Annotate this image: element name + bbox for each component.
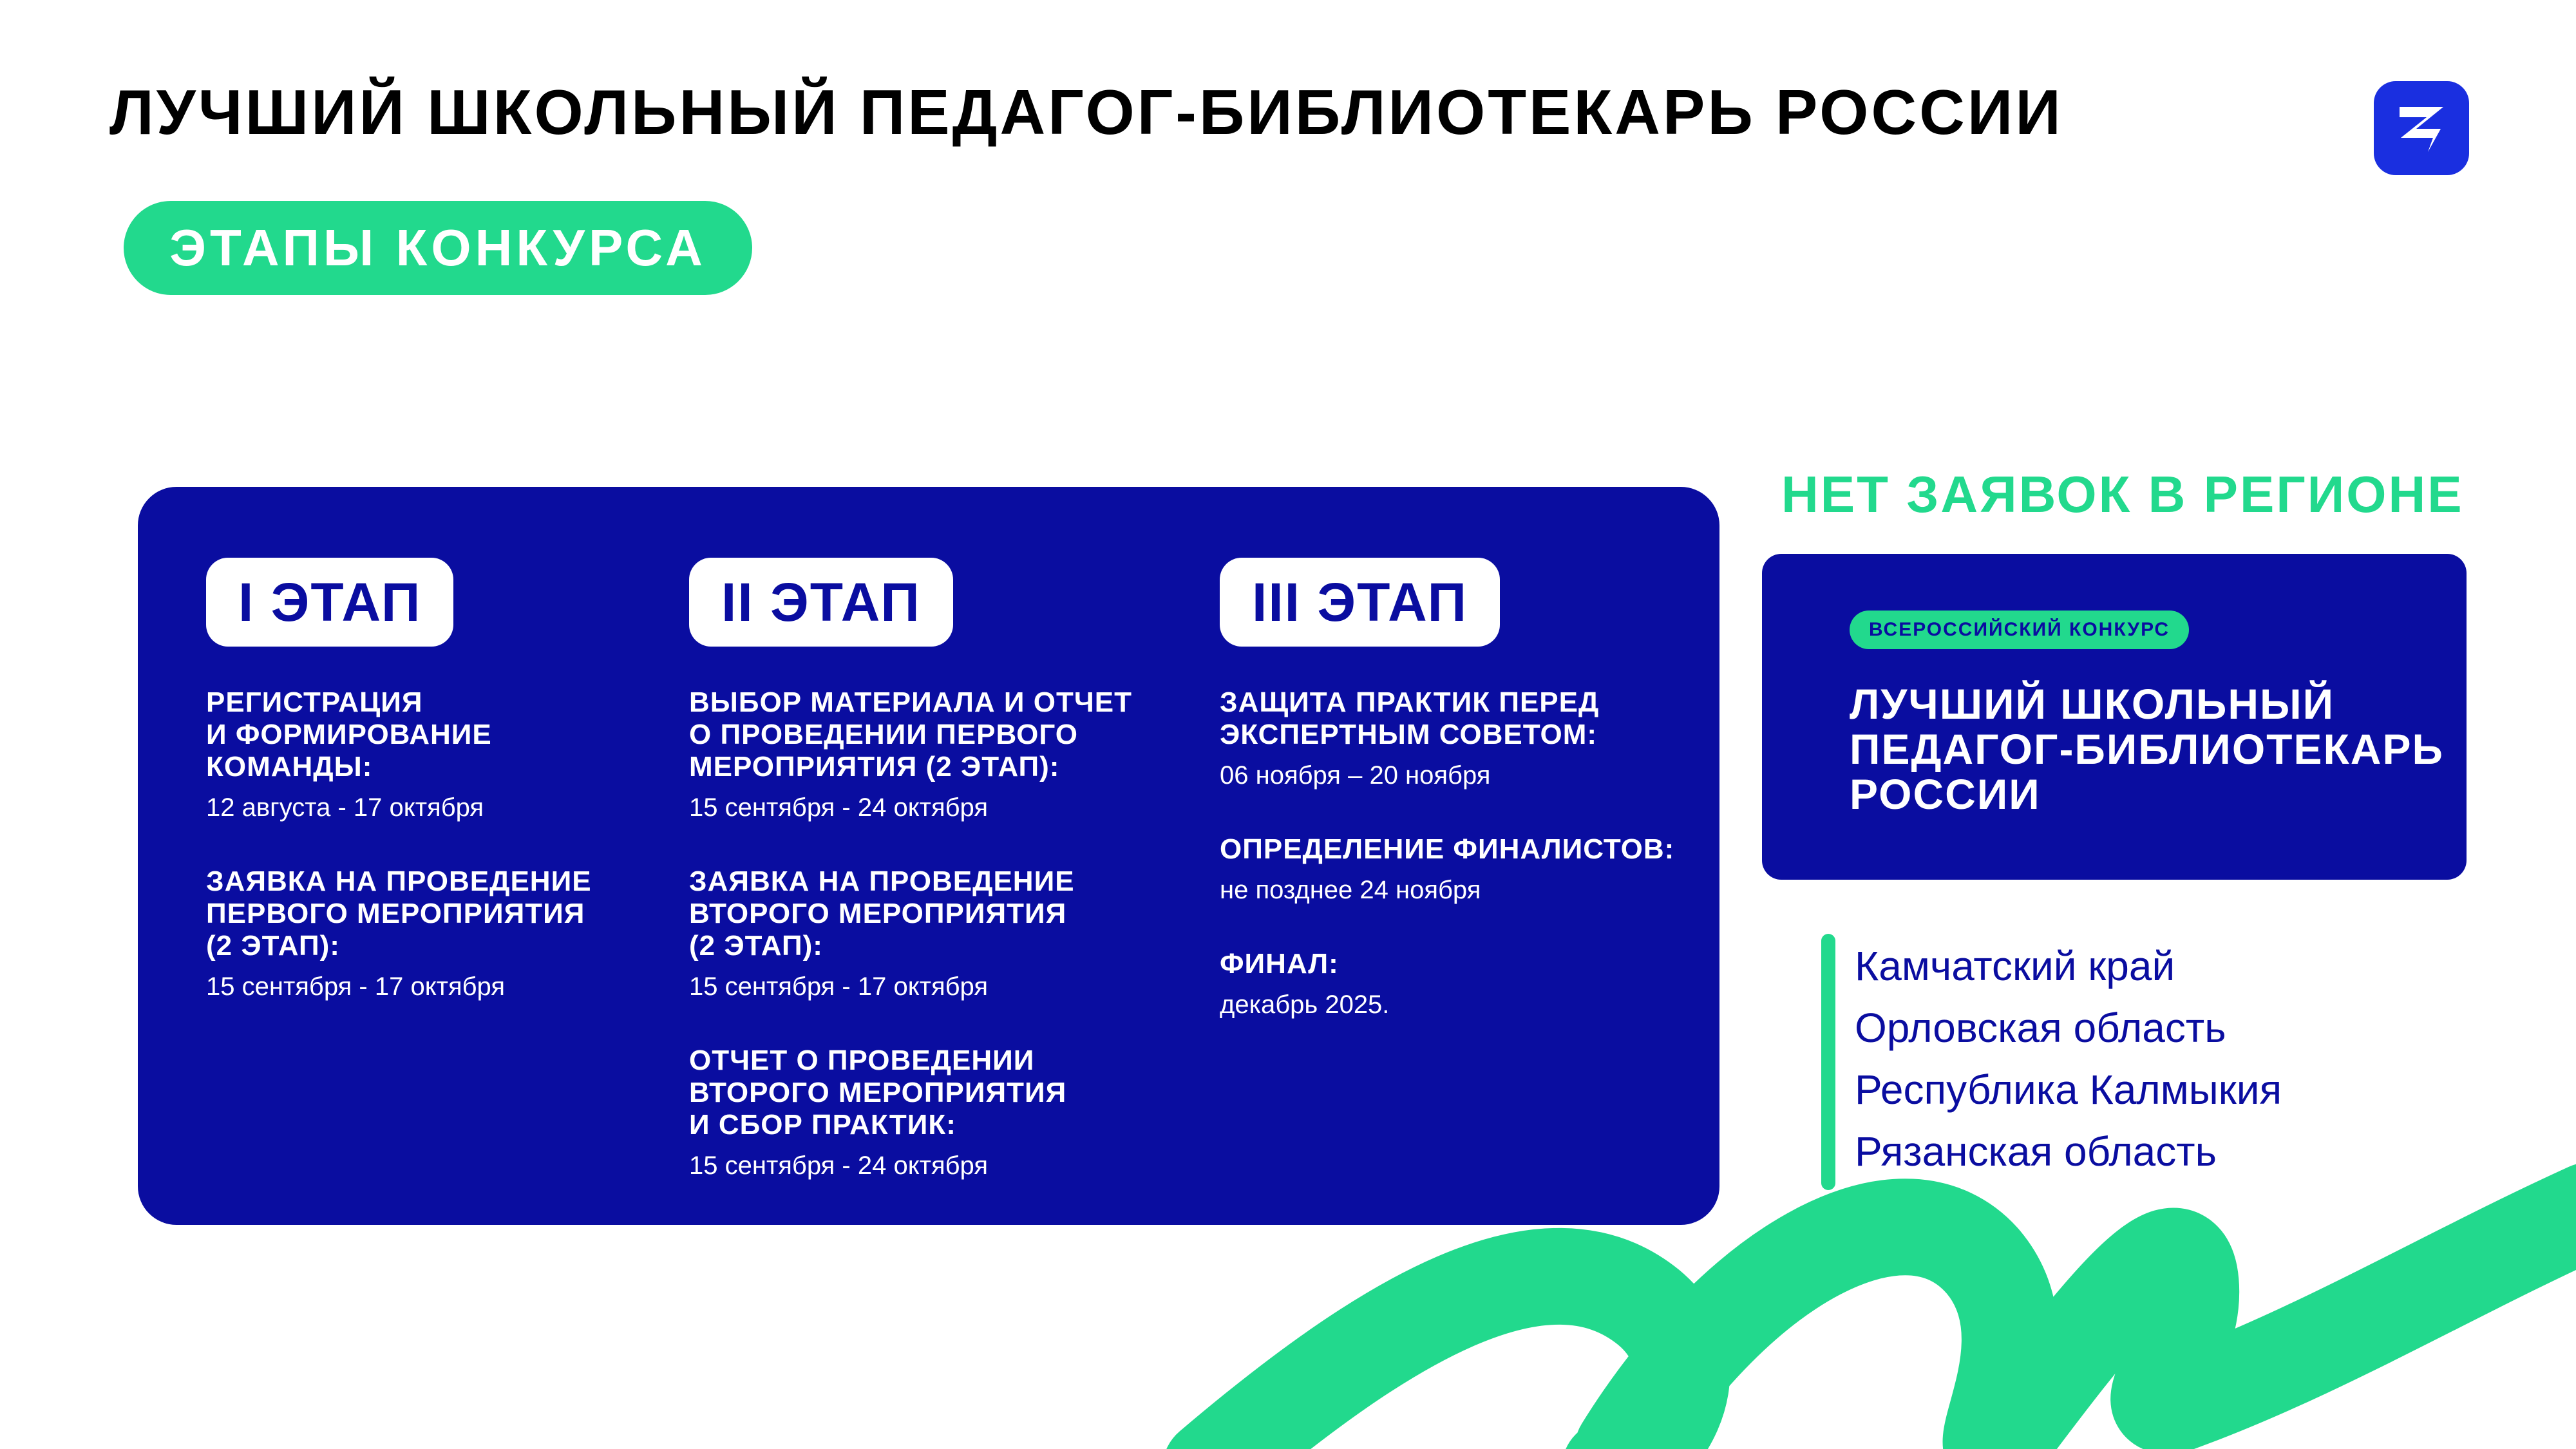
stage-3-block-3 (1220, 948, 1674, 1020)
region-item-3: Республика Калмыкия (1855, 1066, 2282, 1113)
stage-3-block-2 (1220, 833, 1674, 905)
stage-1-block-2 (206, 866, 592, 1002)
stage-2-block-2-title: ЗАЯВКА НА ПРОВЕДЕНИЕ ВТОРОГО МЕРОПРИЯТИЯ (2 ЭТАП): (689, 866, 1075, 961)
contest-card (1762, 554, 2467, 880)
stage-3-block-2-date: не позднее 24 ноября (1220, 876, 1481, 904)
stage-2-block-3-title: ОТЧЕТ О ПРОВЕДЕНИИ ВТОРОГО МЕРОПРИЯТИЯ И СБОР ПРАКТИК: (689, 1045, 1067, 1141)
stage-2-block-3-date: 15 сентября - 24 октября (689, 1151, 988, 1180)
stage-1-block-1-date: 12 августа - 17 октября (206, 793, 484, 822)
section-pill: ЭТАПЫ КОНКУРСА (124, 201, 752, 295)
stage-2-block-3 (689, 1045, 1132, 1181)
region-item-2: Орловская область (1855, 1005, 2226, 1051)
stage-2-block-1-title: ВЫБОР МАТЕРИАЛА И ОТЧЕТ О ПРОВЕДЕНИИ ПЕРВОГО МЕРОПРИЯТИЯ (2 ЭТАП): (689, 687, 1132, 782)
stage-1-block-1-title (206, 687, 592, 783)
stage-3-block-1 (1220, 687, 1674, 791)
stage-2-block-1-date: 15 сентября - 24 октября (689, 793, 988, 822)
region-item-1: Камчатский край (1855, 943, 2175, 989)
stage-2-block-2 (689, 866, 1132, 1002)
stage-3-block-1-date: 06 ноября – 20 ноября (1220, 761, 1491, 790)
stage-2-column (689, 558, 1132, 1181)
stage-1-block-1 (206, 687, 592, 823)
stage-3-badge: III ЭТАП (1220, 558, 1500, 647)
stage-1-badge: I ЭТАП (206, 558, 453, 647)
stage-3-column (1220, 558, 1674, 1020)
region-item-4: Рязанская область (1855, 1128, 2217, 1175)
stage-2-block-2-date: 15 сентября - 17 октября (689, 972, 988, 1001)
stage-1-block-1-title-text: РЕГИСТРАЦИЯ И ФОРМИРОВАНИЕ КОМАНДЫ: (206, 687, 492, 782)
stage-1-block-2-title: ЗАЯВКА НА ПРОВЕДЕНИЕ ПЕРВОГО МЕРОПРИЯТИЯ (2 ЭТАП): (206, 866, 592, 961)
stage-3-block-1-title: ЗАЩИТА ПРАКТИК ПЕРЕД ЭКСПЕРТНЫМ СОВЕТОМ: (1220, 687, 1600, 750)
stage-2-block-1 (689, 687, 1132, 823)
stage-2-badge: II ЭТАП (689, 558, 953, 647)
regions-list-accent (1821, 934, 1835, 1190)
contest-name: ЛУЧШИЙ ШКОЛЬНЫЙ ПЕДАГОГ-БИБЛИОТЕКАРЬ РОССИИ (1850, 680, 2444, 818)
stage-3-block-3-title: ФИНАЛ: (1220, 948, 1339, 980)
stage-1-column (206, 558, 592, 1002)
stage-3-block-3-date: декабрь 2025. (1220, 990, 1390, 1019)
brand-logo-icon (2374, 81, 2469, 175)
page-title: ЛУЧШИЙ ШКОЛЬНЫЙ ПЕДАГОГ-БИБЛИОТЕКАРЬ РОССИИ (109, 77, 2063, 147)
contest-tag: ВСЕРОССИЙСКИЙ КОНКУРС (1850, 611, 2189, 649)
regions-title: НЕТ ЗАЯВОК В РЕГИОНЕ (1781, 466, 2464, 523)
stage-3-block-2-title: ОПРЕДЕЛЕНИЕ ФИНАЛИСТОВ: (1220, 833, 1675, 865)
regions-list (1855, 935, 2282, 1182)
stage-1-block-2-date: 15 сентября - 17 октября (206, 972, 505, 1001)
stages-card (138, 487, 1719, 1225)
